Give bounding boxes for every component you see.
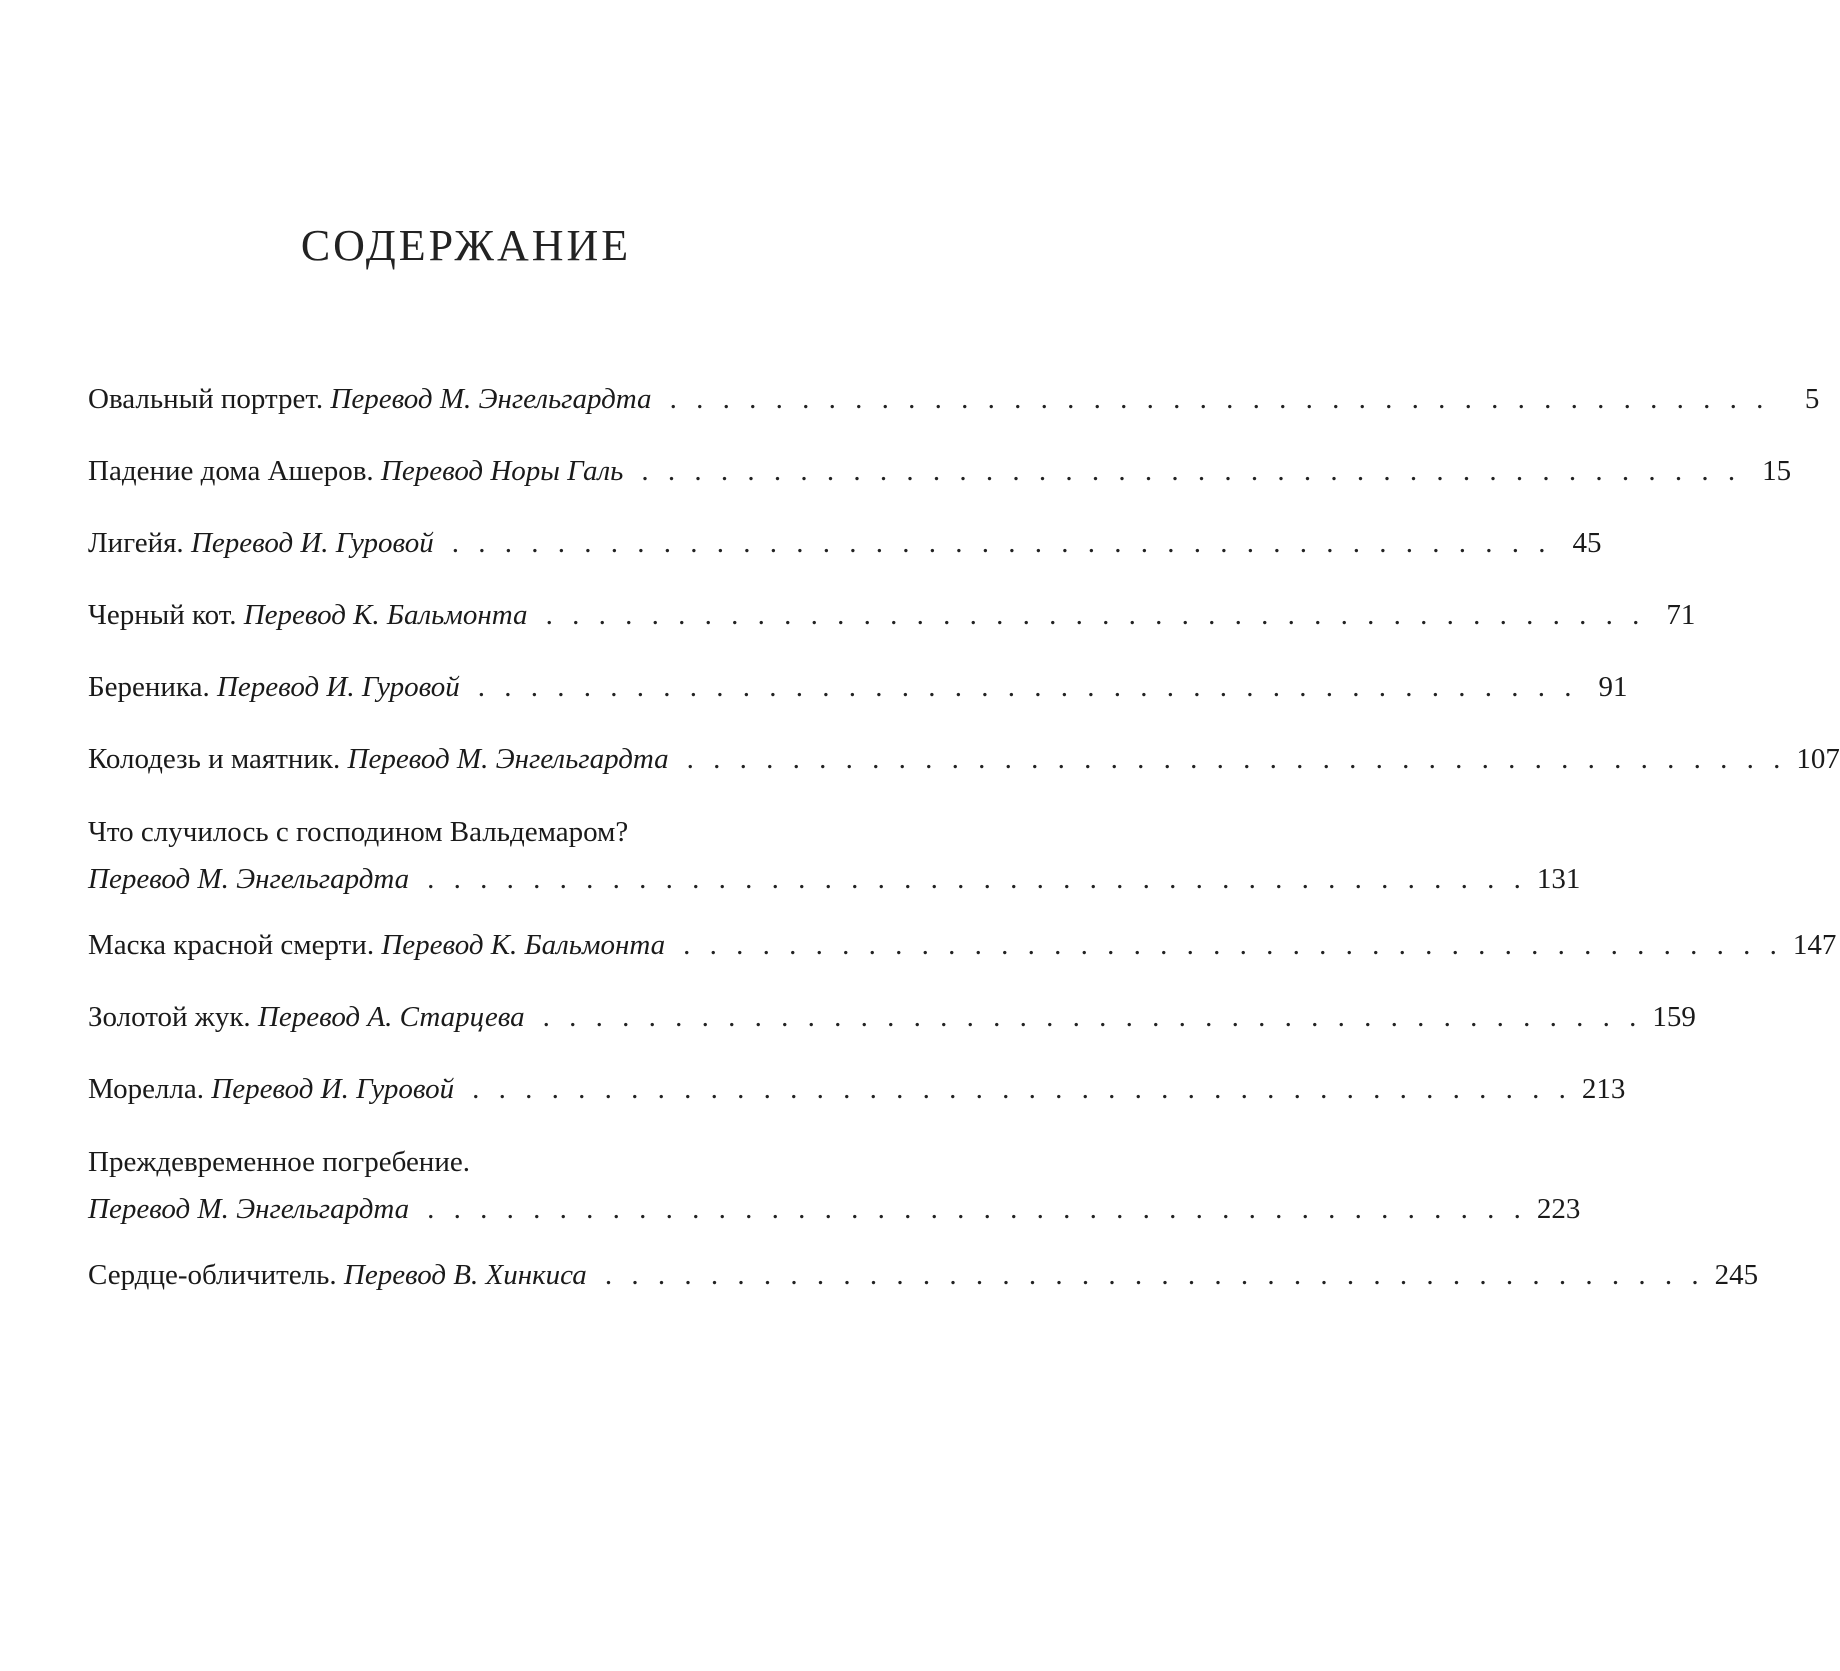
page-number: 15: [1762, 455, 1792, 487]
dot-leader: . . . . . . . . . . . . . . . . . . . . . . . . . . . . . . . . . . . . . . . . . .: [542, 1001, 1643, 1033]
entry-title: Лигейя.: [88, 527, 184, 559]
toc-entry[interactable]: [88, 1259, 1759, 1291]
entry-translator: Перевод М. Энгельгардта: [88, 863, 410, 895]
entry-translator: Перевод Норы Галь: [380, 455, 624, 487]
page-number: 107: [1796, 743, 1840, 775]
entry-title: Падение дома Ашеров.: [88, 455, 374, 487]
dot-leader: . . . . . . . . . . . . . . . . . . . . . . . . . . . . . . . . . . . . . . . . . .: [427, 1193, 1527, 1225]
entry-title: Сердце-обличитель.: [88, 1259, 337, 1291]
toc-entry[interactable]: [88, 1001, 1696, 1033]
dot-leader: . . . . . . . . . . . . . . . . . . . . . . . . . . . . . . . . . . . . . . . . . .: [477, 671, 1578, 703]
page-number: 45: [1572, 527, 1602, 559]
entry-title: Овальный портрет.: [88, 383, 324, 415]
dot-leader: . . . . . . . . . . . . . . . . . . . . . . . . . . . . . . . . . . . . . . . . . .: [683, 929, 1783, 961]
toc-entry[interactable]: [88, 383, 1820, 415]
page-number: 245: [1714, 1259, 1759, 1291]
entry-title: Золотой жук.: [88, 1001, 251, 1033]
page-number: 5: [1804, 383, 1820, 415]
dot-leader: . . . . . . . . . . . . . . . . . . . . . . . . . . . . . . . . . . . . . . . . . .: [472, 1073, 1572, 1105]
dot-leader: . . . . . . . . . . . . . . . . . . . . . . . . . . . . . . . . . . . . . . . . . .: [545, 599, 1646, 631]
entry-translator: Перевод А. Старцева: [257, 1001, 525, 1033]
page-number: 131: [1536, 863, 1581, 895]
dot-leader: . . . . . . . . . . . . . . . . . . . . . . . . . . . . . . . . . . . . . . . . . .: [686, 743, 1787, 775]
entry-translator: Перевод М. Энгельгардта: [330, 383, 652, 415]
entry-translator: Перевод М. Энгельгардта: [347, 743, 669, 775]
page-number: 71: [1666, 599, 1696, 631]
page-number: 147: [1792, 929, 1837, 961]
page-number: 91: [1598, 671, 1628, 703]
toc-entry[interactable]: [88, 1146, 1581, 1225]
toc-entry[interactable]: [88, 527, 1602, 559]
toc-entry[interactable]: [88, 816, 1581, 895]
toc-entry[interactable]: [88, 743, 1840, 775]
entry-title: Маска красной смерти.: [88, 929, 375, 961]
entry-title: Что случилось с господином Вальдемаром?: [88, 816, 629, 848]
entry-title: Черный кот.: [88, 599, 237, 631]
entry-title: Колодезь и маятник.: [88, 743, 341, 775]
entry-translator: Перевод И. Гуровой: [190, 527, 434, 559]
entry-title: Береника.: [88, 671, 210, 703]
toc-entry[interactable]: [88, 671, 1628, 703]
dot-leader: . . . . . . . . . . . . . . . . . . . . . . . . . . . . . . . . . . . . . . . . . .: [669, 383, 1770, 415]
entry-translator: Перевод И. Гуровой: [216, 671, 460, 703]
toc-entry[interactable]: [88, 1073, 1626, 1105]
dot-leader: . . . . . . . . . . . . . . . . . . . . . . . . . . . . . . . . . . . . . . . . . .: [451, 527, 1552, 559]
page-number: 159: [1652, 1001, 1696, 1033]
page-number: 213: [1581, 1073, 1626, 1105]
toc-entry[interactable]: [88, 599, 1696, 631]
dot-leader: . . . . . . . . . . . . . . . . . . . . . . . . . . . . . . . . . . . . . . . . . .: [641, 455, 1742, 487]
entry-translator: Перевод К. Бальмонта: [243, 599, 528, 631]
dot-leader: . . . . . . . . . . . . . . . . . . . . . . . . . . . . . . . . . . . . . . . . . .: [427, 863, 1527, 895]
dot-leader: . . . . . . . . . . . . . . . . . . . . . . . . . . . . . . . . . . . . . . . . . .: [604, 1259, 1705, 1291]
page-number: 223: [1536, 1193, 1581, 1225]
entry-translator: Перевод М. Энгельгардта: [88, 1193, 410, 1225]
entry-translator: Перевод И. Гуровой: [211, 1073, 455, 1105]
entry-title: Преждевременное погребение.: [88, 1146, 470, 1178]
page-title: СОДЕРЖАНИЕ: [300, 221, 632, 271]
entry-translator: Перевод В. Хинкиса: [343, 1259, 587, 1291]
toc-entry[interactable]: [88, 929, 1837, 961]
entry-title: Морелла.: [88, 1073, 204, 1105]
toc-entry[interactable]: [88, 455, 1792, 487]
entry-translator: Перевод К. Бальмонта: [381, 929, 666, 961]
